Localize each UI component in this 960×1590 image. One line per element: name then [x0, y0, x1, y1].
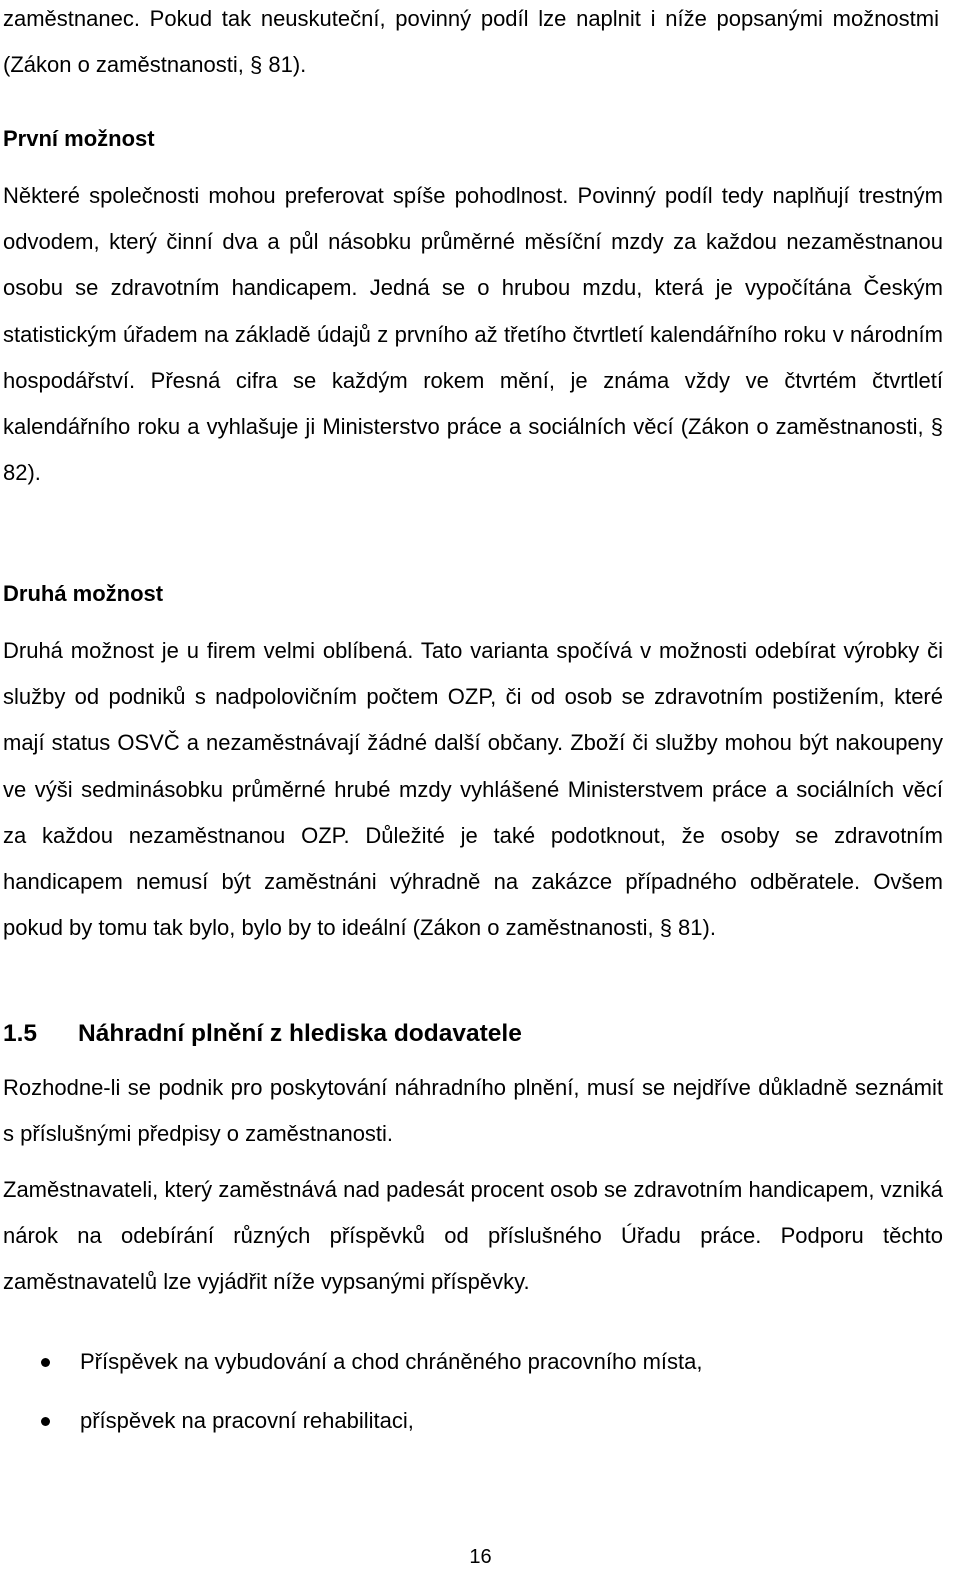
- chapter-title: Náhradní plnění z hlediska dodavatele: [78, 1020, 522, 1047]
- supplier-paragraph-2: Zaměstnavateli, který zaměstnává nad padesát procent osob se zdravotním handicapem, vzniká nárok na odebírání různých příspěvků od příslušného Úřadu práce. Podporu těchto zaměstnavatelů lze vyjádřit níže vypsanými příspěvky.: [3, 1177, 943, 1295]
- list-item-text: příspěvek na pracovní rehabilitaci,: [80, 1408, 414, 1434]
- bullet-icon: [41, 1358, 50, 1367]
- bullet-icon: [41, 1417, 50, 1426]
- list-item-text: Příspěvek na vybudování a chod chráněného pracovního místa,: [80, 1349, 703, 1374]
- chapter-heading: [3, 1011, 522, 1057]
- chapter-number: 1.5: [3, 1020, 38, 1047]
- list-item: [3, 1398, 943, 1444]
- list-item: [3, 1339, 943, 1385]
- intro-continuation-paragraph: zaměstnanec. Pokud tak neuskuteční, povinný podíl lze naplnit i níže popsanými možnostmi (Zákon o zaměstnanosti, § 81).: [3, 6, 939, 78]
- document-page: [3, 0, 955, 1590]
- first-option-paragraph: Některé společnosti mohou preferovat spíše pohodlnost. Povinný podíl tedy naplňují trestným odvodem, který činní dva a půl násobku průměrné měsíční mzdy za každou nezaměstnanou osobu se zdravotním handicapem. Jedná se o hrubou mzdu, která je vypočítána Českým statistickým úřadem na základě údajů z prvního až třetího čtvrtletí kalendářního roku v národním hospodářství. Přesná cifra se každým rokem mění, je známa vždy ve čtvrtém čtvrtletí kalendářního roku a vyhlašuje ji Ministerstvo práce a sociálních věcí (Zákon o zaměstnanosti, § 82).: [3, 183, 943, 486]
- second-option-paragraph: Druhá možnost je u firem velmi oblíbená. Tato varianta spočívá v možnosti odebírat výrobky či služby od podniků s nadpolovičním počtem OZP, či od osob se zdravotním postižením, které mají status OSVČ a nezaměstnávají žádné další občany. Zboží či služby mohou být nakoupeny ve výši sedminásobku průměrné hrubé mzdy vyhlášené Ministerstvem práce a sociálních věcí za každou nezaměstnanou OZP. Důležité je také podotknout, že osoby se zdravotním handicapem nemusí být zaměstnáni výhradně na zakázce případného odběratele. Ovšem pokud by tomu tak bylo, bylo by to ideální (Zákon o zaměstnanosti, § 81).: [3, 638, 943, 941]
- supplier-paragraph-1: Rozhodne-li se podnik pro poskytování náhradního plnění, musí se nejdříve důkladně seznámit s příslušnými předpisy o zaměstnanosti.: [3, 1075, 943, 1147]
- page-number: 16: [469, 1546, 492, 1568]
- contributions-list: [3, 1339, 943, 1444]
- second-option-heading: Druhá možnost: [3, 581, 164, 606]
- first-option-heading: První možnost: [3, 126, 155, 151]
